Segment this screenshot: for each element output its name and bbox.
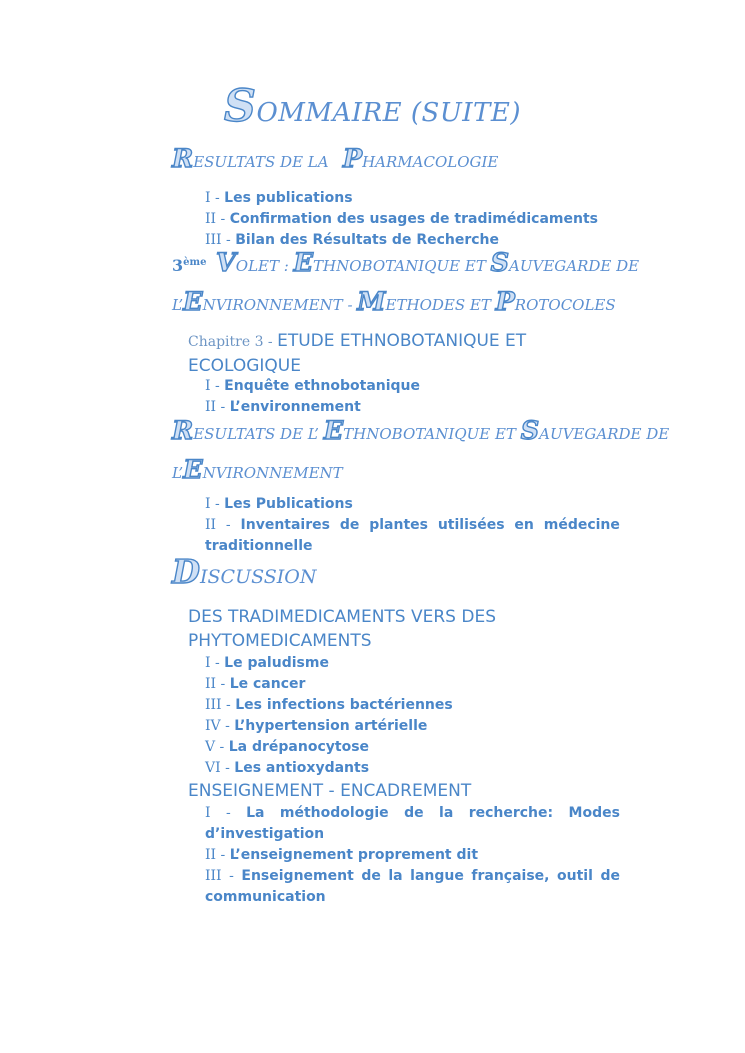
chapter-heading[interactable]: DES TRADIMEDICAMENTS VERS DES PHYTOMEDICAMENTS (188, 607, 496, 651)
volet-heading-line2: L’ENVIRONNEMENT - METHODES ET PROTOCOLES (172, 287, 616, 317)
toc-item[interactable]: II - Le cancer (205, 676, 306, 692)
toc-item[interactable]: II - Confirmation des usages de tradimédicaments (205, 211, 599, 227)
toc-item[interactable]: I - Les Publications (205, 496, 353, 512)
chapter-heading[interactable]: ENSEIGNEMENT - ENCADREMENT (188, 781, 472, 801)
toc-item[interactable]: IV - L’hypertension artérielle (205, 718, 428, 734)
toc-item[interactable]: V - La drépanocytose (205, 739, 370, 755)
toc-item[interactable]: III - Les infections bactériennes (205, 697, 453, 713)
toc-item[interactable]: VI - Les antioxydants (205, 760, 370, 776)
section-heading-ethnobotanique: RESULTATS DE L’ ETHNOBOTANIQUE ET SAUVEGARDE DE (172, 416, 670, 446)
toc-item[interactable]: I - Le paludisme (205, 655, 329, 671)
toc-item[interactable]: I - La méthodologie de la recherche: Modes d’investigation (205, 805, 620, 842)
toc-item[interactable]: II - Inventaires de plantes utilisées en médecine traditionnelle (205, 517, 620, 554)
chapter-heading[interactable]: Chapitre 3 - ETUDE ETHNOBOTANIQUE ET ECOLOGIQUE (188, 331, 527, 376)
toc-item[interactable]: III - Enseignement de la langue française, outil de communication (205, 868, 620, 905)
toc-item[interactable]: I - Enquête ethnobotanique (205, 378, 421, 394)
section-heading-ethnobotanique-line2: L’ENVIRONNEMENT (172, 455, 343, 485)
toc-item[interactable]: II - L’environnement (205, 399, 361, 415)
volet-heading: 3ème VOLET : ETHNOBOTANIQUE ET SAUVEGARDE DE (172, 248, 640, 278)
page-title: SOMMAIRE (SUITE) (224, 80, 521, 132)
section-heading-pharmacologie: RESULTATS DE LA PHARMACOLOGIE (172, 144, 499, 174)
section-heading-discussion: DISCUSSION (172, 553, 317, 591)
toc-item[interactable]: II - L’enseignement proprement dit (205, 847, 479, 863)
toc-item[interactable]: I - Les publications (205, 190, 353, 206)
toc-item[interactable]: III - Bilan des Résultats de Recherche (205, 232, 500, 248)
